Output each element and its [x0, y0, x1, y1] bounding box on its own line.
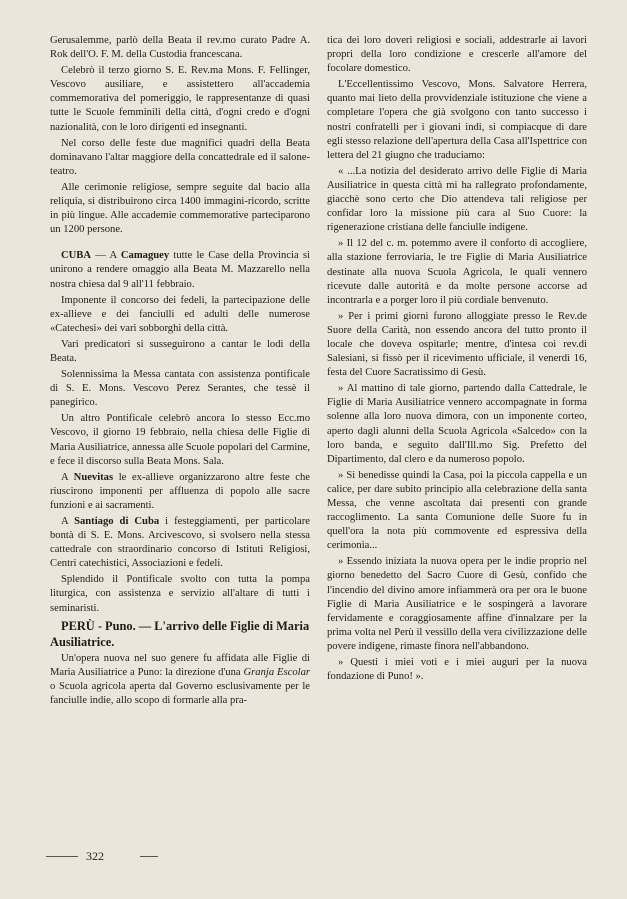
quoted-letter-paragraph: » Per i primi giorni furono alloggiate presso le Rev.de Suore della Carità, non essendo ancora del tutto pronto il locale che doveva ospitarle; mentre, d'intesa coi rev.di Salesiani, si fissò per il ricevimento ufficiale, il venerdì 16, festa del Cuore Sacratissimo di Gesù. — [327, 310, 587, 379]
place-name-camaguey: Camaguey — [120, 250, 170, 262]
paragraph: Gerusalemme, parlò della Beata il rev.mo curato Padre A. Rok dell'O. F. M. della Custodia francescana. — [50, 35, 310, 61]
paragraph-text: A — [61, 516, 75, 527]
paragraph: Un altro Pontificale celebrò ancora lo stesso Ecc.mo Vescovo, il giorno 19 febbraio, nella chiesa delle Figlie di Maria Ausiliatrice, annessa alle Scuole popolari del Carmine, e fece il discorso sulla Beata Mons. Sala. — [50, 413, 310, 467]
paragraph: Alle cerimonie religiose, sempre seguite dal bacio alla reliquia, si distribuirono circa 1400 immagini-ricordo, scritte in più lingue. Alle accademie commemorative parteciparono un 1200 persone. — [50, 181, 310, 236]
paragraph: Nel corso delle feste due magnifici quadri della Beata dominavano l'altar maggiore della concattedrale ed il salone-teatro. — [50, 137, 310, 177]
paragraph: tica dei loro doveri religiosi e sociali, addestrarle ai lavori propri della loro condizione e crescerle all'amore del focolare domestico. — [327, 35, 587, 75]
page-number: 322 — [86, 849, 104, 863]
section-heading-peru: PERÙ - Puno. — L'arrivo delle Figlie di Maria Ausiliatrice. — [50, 618, 310, 649]
paragraph: Solennissima la Messa cantata con assistenza pontificale di S. E. Mons. Vescovo Perez Serantes, che tessè il panegirico. — [50, 369, 310, 409]
paragraph-text: le ex-allieve organizzarono altre feste che riuscirono imponenti per affluenza di popolo alle sacre funzioni e ai sacramenti. — [50, 471, 310, 511]
quoted-letter-paragraph: « ...La notizia del desiderato arrivo delle Figlie di Maria Ausiliatrice in questa città mi ha rallegrato profondamente, giacchè sono certo che Dio attendeva tali religiose per confidar loro la missione più cara al Suo Cuore: la rigenerazione cristiana delle fanciulle indigene. — [327, 165, 587, 234]
footer-rule-right — [140, 856, 158, 857]
paragraph-text: A — [61, 471, 74, 483]
paragraph: Celebrò il terzo giorno S. E. Rev.ma Mons. F. Fellinger, Vescovo ausiliare, e assistettero all'accademia commemorativa del pomeriggio, le rappresentanze di quasi tutte le Scuole femminili della città, d'ogni credo e d'ogni nazionalità, con le loro dirigenti ed insegnanti. — [50, 65, 310, 133]
quoted-letter-paragraph: » Il 12 del c. m. potemmo avere il conforto di accogliere, alla stazione ferroviaria, le tre Figlie di Maria Ausiliatrice destinate alla nuova Scuola Agricola, le quali vennero ricevute dalle autorità e da molte persone accorse ad incontrarla e a porger loro il più cordiale benvenuto. — [327, 238, 587, 306]
granja-paragraph — [50, 652, 310, 708]
nuevitas-paragraph — [50, 471, 310, 513]
section-label-cuba: CUBA — [61, 250, 92, 262]
place-name-santiago: Santiago di Cuba — [74, 516, 160, 527]
paragraph-text: i festeggiamenti, per particolare bontà di S. E. Mons. Arcivescovo, si svolsero nella stessa cattedrale con straordinario concorso di Istituti Religiosi, Centri catechistici, Associazioni e fedeli. — [50, 516, 310, 570]
santiago-paragraph — [50, 515, 310, 571]
left-column — [50, 34, 310, 710]
footer-rule-left — [46, 856, 78, 857]
place-name-nuevitas: Nuevitas — [73, 471, 114, 483]
term-granja-escolar: Granja Escolar — [243, 666, 310, 678]
paragraph: L'Eccellentissimo Vescovo, Mons. Salvatore Herrera, quanto mai lieto della provvidenziale istituzione che viene a completare l'opera che già svolgono con tanto successo i nostri confratelli per i giovani indi, si compiacque di dare egli stesso relazione dell'apertura della Casa all'Ispettrice con lettera del 21 giugno che traduciamo: — [327, 79, 587, 161]
right-column — [327, 34, 587, 686]
paragraph: Splendido il Pontificale svolto con tutta la pompa liturgica, con assistenza e servizio all'altare di tutti i seminaristi. — [50, 574, 310, 614]
quoted-letter-paragraph: » Essendo iniziata la nuova opera per le indie proprio nel giorno benedetto del Sacro Cuore di Gesù, confido che l'incendio del divino amore infiammerà ora per ora le buone Figlie di Maria Ausiliatrice e le sospingerà a lavorare fervidamente e coraggiosamente affine d'innalzare per la prima volta nel Perù il vessillo della vera civilizzazione delle povere indigene, rimaste finora nell'abbandono. — [327, 556, 587, 652]
cuba-section-paragraph — [50, 249, 310, 291]
paragraph: Imponente il concorso dei fedeli, la partecipazione delle ex-allieve e dei fanciulli ed adulti delle numerose «Catechesi» dei vari sobborghi della città. — [50, 294, 310, 334]
quoted-letter-paragraph: » Questi i miei voti e i miei auguri per la nuova fondazione di Puno! ». — [327, 657, 587, 683]
paragraph-text: tutte le Case della Provincia si unirono a rendere omaggio alla Beata M. Mazzarello nella nostra chiesa dal 9 all'11 febbraio. — [50, 250, 310, 290]
paragraph-text: Un'opera nuova nel suo genere fu affidata alle Figlie di Maria Ausiliatrice a Puno: la direzione d'una — [50, 652, 310, 678]
paragraph-text: o Scuola agricola aperta dal Governo esclusivamente per le fanciulle indie, allo scopo di formarle alla pra- — [50, 680, 310, 706]
quoted-letter-paragraph: » Al mattino di tale giorno, partendo dalla Cattedrale, le Figlie di Maria Ausiliatrice vennero accompagnate in forma solenne alla loro nuova dimora, con un imponente corteo, aperto dagli alunni della Scuola Agricola «Salcedo» con la loro banda, e seguito dall'Ill.mo Sig. Prefetto del Dipartimento, dal clero e da numeroso popolo. — [327, 383, 587, 465]
section-separator: — A — [91, 250, 121, 262]
quoted-letter-paragraph: » Si benedisse quindi la Casa, poi la piccola cappella e un calice, per dare subito principio alla celebrazione della santa Messa, che venne ascoltata dai presenti con grande raccoglimento. La santa Comunione delle Suore fu in quell'ora la nota più commovente ed espressiva della cerimonia... — [327, 469, 587, 552]
paragraph: Vari predicatori si susseguirono a cantar le lodi della Beata. — [50, 338, 310, 364]
